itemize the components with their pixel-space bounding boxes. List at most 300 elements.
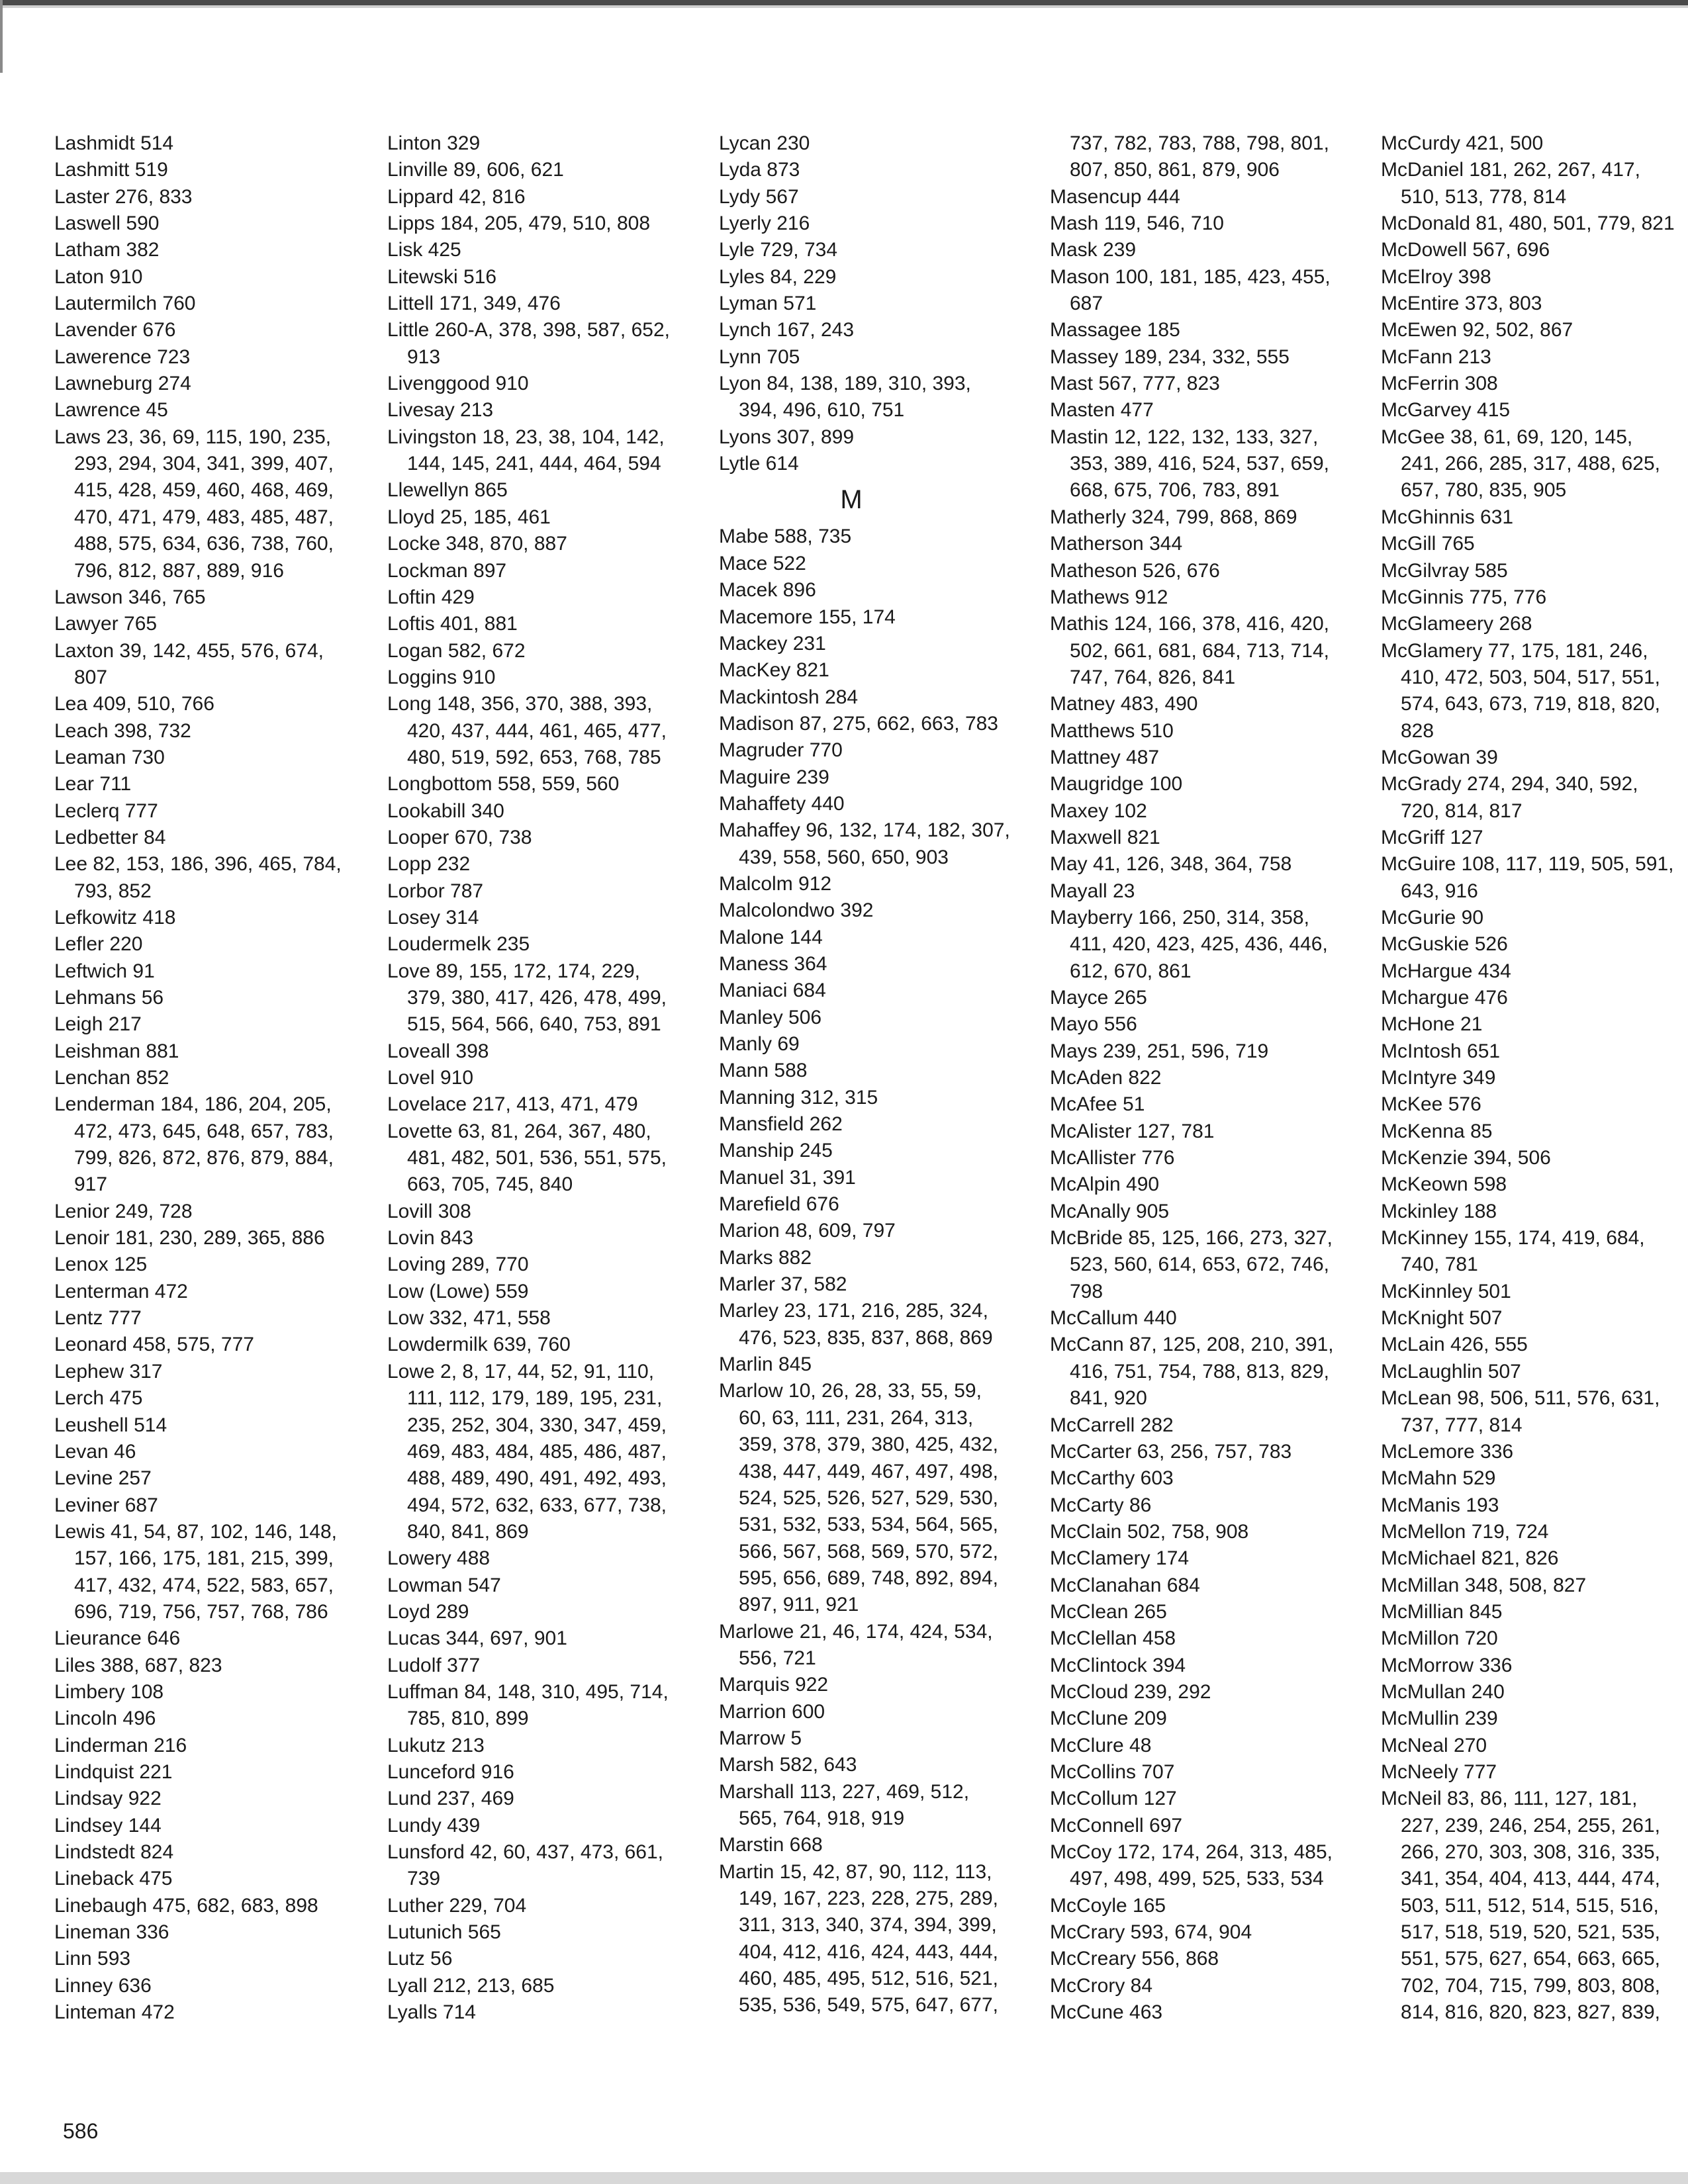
top-scan-shadow [0, 5, 1688, 8]
index-entry-continuation: 551, 575, 627, 654, 663, 665, [1401, 1948, 1661, 1970]
index-entry-continuation: 663, 705, 745, 840 [407, 1173, 573, 1196]
index-entry: Lockman 897 [387, 559, 507, 582]
index-entry: McGarvey 415 [1381, 399, 1511, 422]
index-entry: Mathews 912 [1050, 586, 1168, 608]
index-entry: Latham 382 [54, 239, 160, 261]
index-entry: McKenna 85 [1381, 1120, 1493, 1142]
index-entry: Locke 348, 870, 887 [387, 533, 567, 555]
index-entry: Lyerly 216 [719, 212, 810, 235]
index-entry-continuation: 149, 167, 223, 228, 275, 289, [739, 1888, 999, 1909]
index-entry-continuation: 111, 112, 179, 189, 195, 231, [407, 1387, 663, 1410]
index-entry: Mastin 12, 122, 132, 133, 327, [1050, 426, 1319, 448]
index-entry: Laswell 590 [54, 212, 160, 235]
index-entry: Mason 100, 181, 185, 423, 455, [1050, 265, 1331, 288]
index-entry: Marlin 845 [719, 1353, 812, 1376]
index-entry: McMichael 821, 826 [1381, 1547, 1559, 1570]
index-entry-continuation: 702, 704, 715, 799, 803, 808, [1401, 1974, 1661, 1997]
index-entry: McClain 502, 758, 908 [1050, 1520, 1249, 1543]
index-entry: Lycan 230 [719, 132, 810, 154]
index-entry: Lerch 475 [54, 1387, 143, 1410]
index-entry-continuation: 643, 916 [1401, 880, 1478, 902]
index-entry: McMillan 348, 508, 827 [1381, 1574, 1587, 1596]
index-entry: Logan 582, 672 [387, 639, 526, 662]
index-entry: Marefield 676 [719, 1193, 839, 1216]
index-entry: Laster 276, 833 [54, 185, 193, 208]
index-entry: Manuel 31, 391 [719, 1166, 856, 1189]
index-entry: McCann 87, 125, 208, 210, 391, [1050, 1334, 1334, 1356]
index-entry: Lashmidt 514 [54, 132, 174, 154]
index-entry: McGurie 90 [1381, 906, 1484, 929]
index-entry: Mayce 265 [1050, 987, 1147, 1009]
index-entry-continuation: 394, 496, 610, 751 [739, 399, 905, 422]
index-entry: McFann 213 [1381, 345, 1491, 368]
index-entry: Love 89, 155, 172, 174, 229, [387, 960, 640, 982]
index-entry: McLemore 336 [1381, 1440, 1514, 1463]
index-entry: Long 148, 356, 370, 388, 393, [387, 693, 653, 715]
index-entry: McCollins 707 [1050, 1760, 1175, 1783]
index-entry: Lutz 56 [387, 1948, 453, 1970]
index-entry: Lehmans 56 [54, 987, 164, 1009]
index-entry: Livenggood 910 [387, 373, 529, 395]
index-entry: Linderman 216 [54, 1734, 187, 1756]
index-entry-continuation: 739 [407, 1868, 441, 1890]
index-entry: Manning 312, 315 [719, 1086, 878, 1109]
index-entry: Lephew 317 [54, 1360, 163, 1383]
index-entry: Lloyd 25, 185, 461 [387, 506, 551, 528]
index-entry-continuation: 497, 498, 499, 525, 533, 534 [1070, 1868, 1324, 1890]
index-entry-continuation: 595, 656, 689, 748, 892, 894, [739, 1567, 999, 1589]
index-entry: Mays 239, 251, 596, 719 [1050, 1040, 1269, 1062]
index-entry: Maniaci 684 [719, 979, 826, 1002]
index-entry: Loftis 401, 881 [387, 613, 518, 635]
index-entry: McElroy 398 [1381, 265, 1491, 288]
index-entry: Leaman 730 [54, 746, 165, 768]
index-column-3-m-entries [719, 523, 1030, 2019]
index-entry: McGee 38, 61, 69, 120, 145, [1381, 426, 1633, 448]
index-entry-continuation: 556, 721 [739, 1647, 816, 1669]
index-entry-continuation: 574, 643, 673, 719, 818, 820, [1401, 693, 1661, 715]
index-entry: Lavender 676 [54, 319, 176, 341]
index-entry: Malcolm 912 [719, 872, 832, 895]
index-entry: McMorrow 336 [1381, 1654, 1513, 1676]
index-entry: McCoy 172, 174, 264, 313, 485, [1050, 1841, 1333, 1863]
index-entry-continuation: 740, 781 [1401, 1253, 1478, 1276]
index-entry-continuation: 840, 841, 869 [407, 1520, 529, 1543]
index-entry: McHone 21 [1381, 1013, 1483, 1036]
index-column-3-l-entries [719, 130, 1030, 477]
index-entry: Lowdermilk 639, 760 [387, 1334, 571, 1356]
index-entry: Malcolondwo 392 [719, 899, 874, 922]
index-entry: Lewis 41, 54, 87, 102, 146, 148, [54, 1520, 337, 1543]
index-entry-continuation: 720, 814, 817 [1401, 799, 1523, 822]
index-entry: Losey 314 [387, 906, 479, 929]
index-entry: Maxey 102 [1050, 799, 1147, 822]
index-entry: Matherly 324, 799, 868, 869 [1050, 506, 1297, 528]
index-entry: Livesay 213 [387, 399, 494, 422]
index-entry: McMellon 719, 724 [1381, 1520, 1549, 1543]
index-entry: Maxwell 821 [1050, 826, 1160, 848]
index-entry: Lawneburg 274 [54, 373, 191, 395]
index-entry: Looper 670, 738 [387, 826, 532, 848]
index-entry: Mahaffey 96, 132, 174, 182, 307, [719, 819, 1010, 842]
index-entry: Leigh 217 [54, 1013, 142, 1036]
index-column-1 [54, 130, 365, 2026]
index-entry-continuation: 798 [1070, 1280, 1103, 1302]
index-entry-continuation: 814, 816, 820, 823, 827, 839, [1401, 2001, 1661, 2024]
page-number: 586 [63, 2119, 99, 2143]
index-entry: Maguire 239 [719, 766, 829, 788]
index-entry-continuation: 913 [407, 345, 441, 368]
index-entry: Luther 229, 704 [387, 1894, 527, 1917]
index-entry: Lyles 84, 229 [719, 265, 837, 288]
index-entry: Lenterman 472 [54, 1280, 188, 1302]
index-entry: Lenior 249, 728 [54, 1200, 193, 1222]
index-entry: McClanahan 684 [1050, 1574, 1200, 1596]
index-entry: Ledbetter 84 [54, 826, 166, 848]
index-entry: Lawyer 765 [54, 613, 158, 635]
index-entry-continuation: 807 [74, 666, 108, 688]
index-entry: Lippard 42, 816 [387, 185, 526, 208]
index-entry: McCurdy 421, 500 [1381, 132, 1544, 154]
index-entry: McCune 463 [1050, 2001, 1163, 2024]
index-entry: Lyda 873 [719, 159, 800, 181]
index-entry: Mchargue 476 [1381, 987, 1508, 1009]
index-entry: McDowell 567, 696 [1381, 239, 1550, 261]
index-entry-continuation: 785, 810, 899 [407, 1707, 529, 1730]
index-entry-continuation: 157, 166, 175, 181, 215, 399, [74, 1547, 334, 1570]
index-entry: Loyd 289 [387, 1600, 469, 1623]
index-entry: Low 332, 471, 558 [387, 1307, 551, 1330]
index-entry: Malone 144 [719, 926, 823, 948]
index-entry: Mabe 588, 735 [719, 525, 852, 548]
index-entry: Macemore 155, 174 [719, 606, 896, 628]
index-entry: McFerrin 308 [1381, 373, 1498, 395]
index-entry-continuation: 687 [1070, 293, 1103, 315]
index-entry: McAnally 905 [1050, 1200, 1170, 1222]
index-entry: Lautermilch 760 [54, 293, 196, 315]
index-entry: Marshall 113, 227, 469, 512, [719, 1780, 970, 1803]
index-entry: Mattney 487 [1050, 746, 1160, 768]
index-entry: Lorbor 787 [387, 880, 484, 902]
index-entry: McClean 265 [1050, 1600, 1167, 1623]
index-entry: Marquis 922 [719, 1674, 829, 1696]
index-entry: Marley 23, 171, 216, 285, 324, [719, 1300, 988, 1322]
index-entry-continuation: 897, 911, 921 [739, 1594, 859, 1616]
index-entry: McDaniel 181, 262, 267, 417, [1381, 159, 1640, 181]
index-entry: Mace 522 [719, 552, 806, 574]
index-entry-continuation: 531, 532, 533, 534, 564, 565, [739, 1514, 999, 1536]
index-entry: Luffman 84, 148, 310, 495, 714, [387, 1680, 669, 1703]
index-entry: McKinnley 501 [1381, 1280, 1511, 1302]
index-entry: Lowe 2, 8, 17, 44, 52, 91, 110, [387, 1360, 655, 1383]
index-entry: Lundy 439 [387, 1814, 481, 1837]
index-entry: Mathis 124, 166, 378, 416, 420, [1050, 613, 1329, 635]
index-entry: Laxton 39, 142, 455, 576, 674, [54, 639, 324, 662]
index-entry: Loving 289, 770 [387, 1253, 529, 1276]
index-entry: Levan 46 [54, 1440, 136, 1463]
index-entry: Lineman 336 [54, 1921, 169, 1944]
index-entry-continuation: 410, 472, 503, 504, 517, 551, [1401, 666, 1661, 688]
index-entry: Lukutz 213 [387, 1734, 485, 1756]
index-entry: McCallum 440 [1050, 1307, 1177, 1330]
index-entry-continuation: 144, 145, 241, 444, 464, 594 [407, 453, 661, 475]
index-entry: Manly 69 [719, 1033, 800, 1055]
index-entry: Marler 37, 582 [719, 1273, 847, 1296]
index-entry: McCarrell 282 [1050, 1414, 1174, 1436]
index-entry: Marlow 10, 26, 28, 33, 55, 59, [719, 1380, 982, 1402]
bottom-scan-band [0, 2172, 1688, 2184]
index-entry: Magruder 770 [719, 739, 843, 762]
index-entry: Lenderman 184, 186, 204, 205, [54, 1093, 332, 1116]
index-entry: McKeown 598 [1381, 1173, 1507, 1196]
index-entry: Leclerq 777 [54, 799, 158, 822]
index-entry: McGilvray 585 [1381, 559, 1508, 582]
index-entry: Lea 409, 510, 766 [54, 693, 214, 715]
index-entry: McClure 48 [1050, 1734, 1152, 1756]
index-entry-continuation: 404, 412, 416, 424, 443, 444, [739, 1940, 999, 1963]
index-entry: Macek 896 [719, 579, 816, 602]
index-entry: McAlpin 490 [1050, 1173, 1160, 1196]
index-entry-continuation: 696, 719, 756, 757, 768, 786 [74, 1600, 328, 1623]
index-entry-continuation: 341, 354, 404, 413, 444, 474, [1401, 1868, 1661, 1890]
index-entry: Lindsay 922 [54, 1788, 162, 1810]
index-entry: McCrory 84 [1050, 1974, 1153, 1997]
index-entry: McIntosh 651 [1381, 1040, 1501, 1062]
index-entry: Lynn 705 [719, 345, 800, 368]
index-entry: McConnell 697 [1050, 1814, 1183, 1837]
index-entry: Llewellyn 865 [387, 479, 508, 502]
index-entry: Lowman 547 [387, 1574, 501, 1596]
index-entry: Lund 237, 469 [387, 1788, 514, 1810]
index-entry: McKnight 507 [1381, 1307, 1503, 1330]
index-entry: Mackey 231 [719, 632, 826, 655]
index-entry: Littell 171, 349, 476 [387, 293, 561, 315]
index-entry: Laws 23, 36, 69, 115, 190, 235, [54, 426, 332, 448]
index-entry: McNeil 83, 86, 111, 127, 181, [1381, 1788, 1638, 1810]
index-entry: McGuskie 526 [1381, 933, 1508, 956]
index-entry: Masten 477 [1050, 399, 1154, 422]
index-entry: Lyalls 714 [387, 2001, 476, 2024]
index-entry-continuation: 481, 482, 501, 536, 551, 575, [407, 1147, 667, 1169]
index-entry: Lenoir 181, 230, 289, 365, 886 [54, 1227, 325, 1250]
index-entry: Limbery 108 [54, 1680, 164, 1703]
index-entry: Liles 388, 687, 823 [54, 1654, 222, 1676]
index-entry: Lineback 475 [54, 1868, 173, 1890]
index-entry-continuation: 796, 812, 887, 889, 916 [74, 559, 284, 582]
index-entry: McGowan 39 [1381, 746, 1498, 768]
section-letter-heading: M [840, 485, 863, 515]
index-entry: Lashmitt 519 [54, 159, 168, 181]
index-entry-continuation: 828 [1401, 719, 1434, 742]
index-entry: Massagee 185 [1050, 319, 1180, 341]
index-column-4 [1050, 130, 1361, 2026]
index-entry: Mahaffety 440 [719, 792, 845, 815]
index-entry: Lawerence 723 [54, 345, 191, 368]
index-entry-continuation: 469, 483, 484, 485, 486, 487, [407, 1440, 667, 1463]
index-entry: Matney 483, 490 [1050, 693, 1198, 715]
index-entry: McCoyle 165 [1050, 1894, 1166, 1917]
index-entry-continuation: 416, 751, 754, 788, 813, 829, [1070, 1360, 1330, 1383]
index-entry: McAden 822 [1050, 1067, 1162, 1089]
index-entry: Lovin 843 [387, 1227, 474, 1250]
index-entry-continuation: 612, 670, 861 [1070, 960, 1192, 982]
index-entry: McCarter 63, 256, 757, 783 [1050, 1440, 1292, 1463]
index-entry: McKee 576 [1381, 1093, 1481, 1116]
index-entry-continuation: 807, 850, 861, 879, 906 [1070, 159, 1280, 181]
index-entry: Lee 82, 153, 186, 396, 465, 784, [54, 853, 342, 876]
index-entry: McCrary 593, 674, 904 [1050, 1921, 1252, 1944]
index-entry-continuation: 657, 780, 835, 905 [1401, 479, 1567, 502]
index-entry: Leftwich 91 [54, 960, 155, 982]
index-entry: Leviner 687 [54, 1494, 158, 1516]
index-entry: Manship 245 [719, 1140, 833, 1162]
index-entry: Madison 87, 275, 662, 663, 783 [719, 712, 998, 735]
index-entry-continuation: 488, 575, 634, 636, 738, 760, [74, 533, 334, 555]
index-entry-continuation: 566, 567, 568, 569, 570, 572, [739, 1540, 999, 1563]
index-entry: Mann 588 [719, 1060, 808, 1082]
index-entry: McGill 765 [1381, 533, 1475, 555]
index-entry: McCreary 556, 868 [1050, 1948, 1219, 1970]
index-entry-continuation: 510, 513, 778, 814 [1401, 185, 1567, 208]
index-entry: McGrady 274, 294, 340, 592, [1381, 773, 1638, 796]
index-entry: McKenzie 394, 506 [1381, 1147, 1551, 1169]
index-entry: Mash 119, 546, 710 [1050, 212, 1224, 235]
index-entry: Masencup 444 [1050, 185, 1180, 208]
index-entry: Lynch 167, 243 [719, 319, 855, 341]
index-entry-continuation: 311, 313, 340, 374, 394, 399, [739, 1914, 997, 1936]
index-entry: McCarty 86 [1050, 1494, 1152, 1516]
index-entry: Lindsey 144 [54, 1814, 162, 1837]
index-entry: Linton 329 [387, 132, 481, 154]
index-entry: Lentz 777 [54, 1307, 142, 1330]
index-entry: Maness 364 [719, 952, 827, 975]
index-entry: Lincoln 496 [54, 1707, 156, 1730]
index-entry: Loftin 429 [387, 586, 475, 608]
index-entry: Lindstedt 824 [54, 1841, 174, 1863]
index-entry: Lowery 488 [387, 1547, 491, 1570]
index-entry: Marrion 600 [719, 1700, 825, 1723]
index-entry: Mackintosh 284 [719, 686, 859, 708]
index-entry: Linteman 472 [54, 2001, 175, 2024]
index-entry-continuation: 470, 471, 479, 483, 485, 487, [74, 506, 334, 528]
index-entry: Lawson 346, 765 [54, 586, 206, 608]
index-entry: Mckinley 188 [1381, 1200, 1497, 1222]
index-entry: McLain 426, 555 [1381, 1334, 1528, 1356]
index-column-3 [719, 130, 1030, 2019]
index-entry: McClune 209 [1050, 1707, 1167, 1730]
index-entry: Levine 257 [54, 1467, 152, 1490]
index-entry-continuation: 515, 564, 566, 640, 753, 891 [407, 1013, 661, 1036]
index-entry: Marrow 5 [719, 1727, 802, 1749]
index-entry: Martin 15, 42, 87, 90, 112, 113, [719, 1860, 992, 1883]
index-entry: Leushell 514 [54, 1414, 167, 1436]
index-entry: Linebaugh 475, 682, 683, 898 [54, 1894, 318, 1917]
index-entry-continuation: 917 [74, 1173, 108, 1196]
index-entry: Lutunich 565 [387, 1921, 501, 1944]
index-entry: Mayall 23 [1050, 880, 1135, 902]
index-entry-continuation: 359, 378, 379, 380, 425, 432, [739, 1433, 999, 1456]
index-entry: Lyle 729, 734 [719, 239, 838, 261]
index-entry: Matheson 526, 676 [1050, 559, 1220, 582]
index-entry-continuation: 472, 473, 645, 648, 657, 783, [74, 1120, 334, 1142]
index-entry: Lopp 232 [387, 853, 471, 876]
index-entry: McGuire 108, 117, 119, 505, 591, [1381, 853, 1674, 876]
index-entry: McEntire 373, 803 [1381, 293, 1542, 315]
index-entry-continuation: 480, 519, 592, 653, 768, 785 [407, 746, 661, 768]
index-entry: Lydy 567 [719, 185, 799, 208]
index-entry: McNeely 777 [1381, 1760, 1497, 1783]
index-entry: Marlowe 21, 46, 174, 424, 534, [719, 1620, 993, 1643]
index-entry-continuation: 235, 252, 304, 330, 347, 459, [407, 1414, 667, 1436]
left-scan-edge [0, 0, 3, 73]
index-entry: Maugridge 100 [1050, 773, 1183, 796]
index-entry: Lawrence 45 [54, 399, 168, 422]
index-entry: McCloud 239, 292 [1050, 1680, 1211, 1703]
index-entry-continuation: 494, 572, 632, 633, 677, 738, [407, 1494, 667, 1516]
index-entry: Low (Lowe) 559 [387, 1280, 529, 1302]
top-scan-rule [0, 0, 1688, 5]
index-entry: Manley 506 [719, 1006, 822, 1028]
index-entry-continuation: 420, 437, 444, 461, 465, 477, [407, 719, 667, 742]
index-entry: Lipps 184, 205, 479, 510, 808 [387, 212, 651, 235]
index-entry: Lieurance 646 [54, 1627, 181, 1650]
index-entry: McAlister 127, 781 [1050, 1120, 1215, 1142]
index-entry: McMullin 239 [1381, 1707, 1498, 1730]
index-columns [0, 130, 1688, 2050]
index-entry-continuation: 841, 920 [1070, 1387, 1147, 1410]
index-entry-continuation: 266, 270, 303, 308, 316, 335, [1401, 1841, 1661, 1863]
index-entry: Matherson 344 [1050, 533, 1183, 555]
index-entry: Leonard 458, 575, 777 [54, 1334, 254, 1356]
index-entry: Lovelace 217, 413, 471, 479 [387, 1093, 638, 1116]
index-entry: McAllister 776 [1050, 1147, 1175, 1169]
index-entry: Marsh 582, 643 [719, 1754, 857, 1776]
index-entry: McLaughlin 507 [1381, 1360, 1521, 1383]
index-entry: Lefkowitz 418 [54, 906, 176, 929]
index-entry: Lookabill 340 [387, 799, 504, 822]
index-entry: McEwen 92, 502, 867 [1381, 319, 1573, 341]
index-entry-continuation: 535, 536, 549, 575, 647, 677, [739, 1994, 999, 2017]
index-entry-continuation: 523, 560, 614, 653, 672, 746, [1070, 1253, 1330, 1276]
index-entry-continuation: 502, 661, 681, 684, 713, 714, [1070, 639, 1330, 662]
index-entry-continuation: 417, 432, 474, 522, 583, 657, [74, 1574, 334, 1596]
index-entry-continuation: 460, 485, 495, 512, 516, 521, [739, 1968, 999, 1990]
index-entry: Lyon 84, 138, 189, 310, 393, [719, 373, 971, 395]
index-entry-continuation: 438, 447, 449, 467, 497, 498, [739, 1460, 999, 1482]
index-entry: McMillon 720 [1381, 1627, 1498, 1650]
index-entry: Mask 239 [1050, 239, 1137, 261]
index-entry: McClintock 394 [1050, 1654, 1186, 1676]
index-entry: Lefler 220 [54, 933, 143, 956]
index-entry: Lyons 307, 899 [719, 426, 855, 448]
index-entry: Loudermelk 235 [387, 933, 530, 956]
index-entry-continuation: 488, 489, 490, 491, 492, 493, [407, 1467, 667, 1490]
index-entry: MacKey 821 [719, 659, 829, 682]
index-entry: Lyman 571 [719, 293, 817, 315]
index-entry-continuation: 60, 63, 111, 231, 264, 313, [739, 1406, 974, 1429]
index-entry: McClamery 174 [1050, 1547, 1190, 1570]
index-entry: Linville 89, 606, 621 [387, 159, 564, 181]
index-entry-continuation: 241, 266, 285, 317, 488, 625, [1401, 453, 1661, 475]
index-entry: Matthews 510 [1050, 719, 1174, 742]
index-entry: Mayberry 166, 250, 314, 358, [1050, 906, 1309, 929]
index-entry: McLean 98, 506, 511, 576, 631, [1381, 1387, 1660, 1410]
index-entry: Lunceford 916 [387, 1760, 514, 1783]
index-entry: Massey 189, 234, 332, 555 [1050, 345, 1289, 368]
index-entry: Linney 636 [54, 1974, 152, 1997]
index-entry: Ludolf 377 [387, 1654, 481, 1676]
index-entry: McMahn 529 [1381, 1467, 1496, 1490]
